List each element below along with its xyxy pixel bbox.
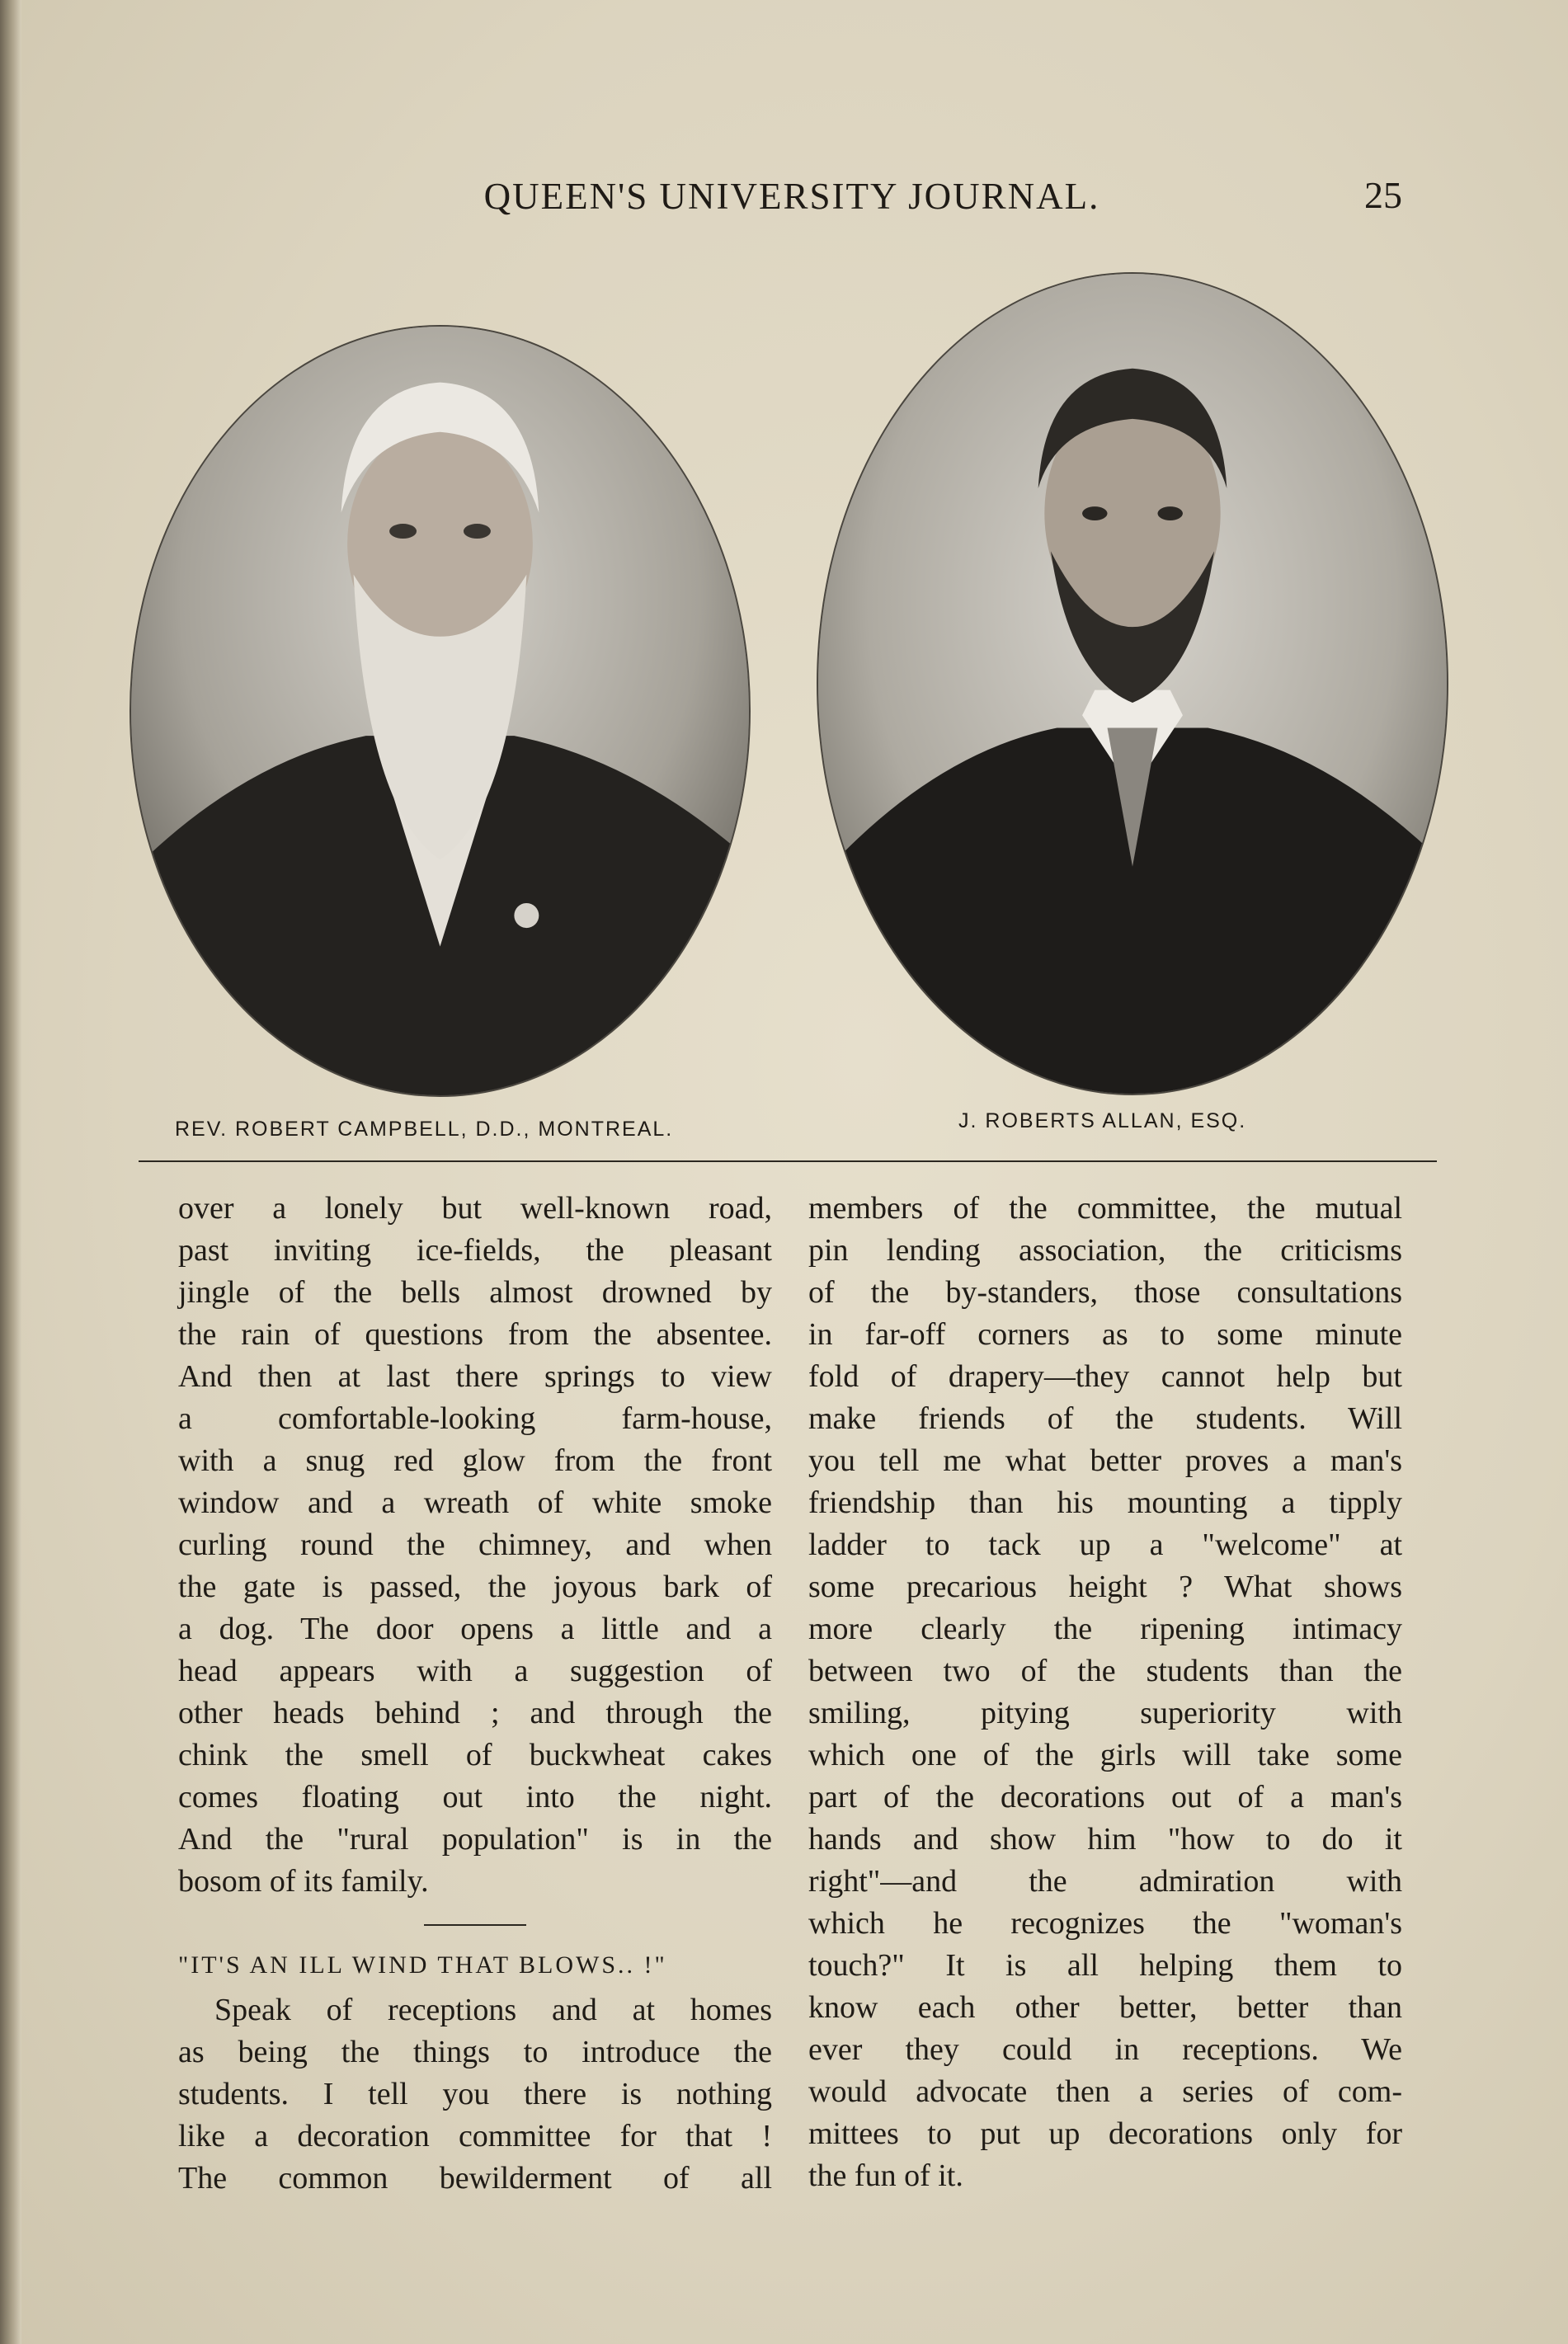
running-head: QUEEN'S UNIVERSITY JOURNAL. [483,176,1100,217]
text-line: which one of the girls will take some [808,1738,1402,1772]
section-heading: "IT'S AN ILL WIND THAT BLOWS.. !" [178,1951,667,1979]
text-line: as being the things to introduce the [178,2035,772,2069]
text-line: over a lonely but well-known road, [178,1191,772,1226]
portrait-allan [817,272,1448,1095]
text-line: window and a wreath of white smoke [178,1485,772,1520]
right-column [808,1188,1402,2197]
text-line: in far-off corners as to some minute [808,1317,1402,1352]
horizontal-rule [139,1160,1437,1162]
text-line: know each other better, better than [808,1990,1402,2025]
portrait-campbell-illustration [131,327,749,1095]
portrait-campbell [129,325,751,1097]
text-line: hands and show him "how to do it [808,1822,1402,1857]
text-line: smiling, pitying superiority with [808,1696,1402,1730]
left-column [178,1188,772,2200]
text-line: comes floating out into the night. [178,1780,772,1814]
text-line: The common bewilderment of all [178,2161,772,2196]
text-line: the rain of questions from the absentee. [178,1317,772,1352]
text-line: head appears with a suggestion of [178,1654,772,1688]
text-line: between two of the students than the [808,1654,1402,1688]
text-line: a comfortable-looking farm-house, [178,1401,772,1436]
portrait-allan-illustration [818,274,1447,1094]
text-line: And then at last there springs to view [178,1359,772,1394]
text-line: mittees to put up decorations only for [808,2116,1402,2151]
text-line: would advocate then a series of com- [808,2074,1402,2109]
text-line: pin lending association, the criticisms [808,1233,1402,1268]
page-number: 25 [1364,174,1402,216]
text-line: chink the smell of buckwheat cakes [178,1738,772,1772]
text-line: part of the decorations out of a man's [808,1780,1402,1814]
text-line: members of the committee, the mutual [808,1191,1402,1226]
text-line: some precarious height ? What shows [808,1570,1402,1604]
caption-allan: J. ROBERTS ALLAN, ESQ. [958,1109,1247,1132]
text-line: of the by-standers, those consultations [808,1275,1402,1310]
text-line: like a decoration committee for that ! [178,2119,772,2153]
text-line: with a snug red glow from the front [178,1443,772,1478]
section-divider [424,1924,526,1926]
text-line: more clearly the ripening intimacy [808,1612,1402,1646]
caption-campbell: REV. ROBERT CAMPBELL, D.D., MONTREAL. [175,1118,674,1141]
text-line: students. I tell you there is nothing [178,2077,772,2111]
text-line: curling round the chimney, and when [178,1527,772,1562]
text-line: other heads behind ; and through the [178,1696,772,1730]
text-line: jingle of the bells almost drowned by [178,1275,772,1310]
text-line: And the "rural population" is in the [178,1822,772,1857]
text-line: ever they could in receptions. We [808,2032,1402,2067]
text-line: which he recognizes the "woman's [808,1906,1402,1941]
text-line: make friends of the students. Will [808,1401,1402,1436]
text-line: ladder to tack up a "welcome" at [808,1527,1402,1562]
text-line: the fun of it. [808,2158,963,2193]
text-line: past inviting ice-fields, the pleasant [178,1233,772,1268]
text-line: Speak of receptions and at homes [214,1993,772,2027]
text-line: right"—and the admiration with [808,1864,1402,1899]
text-line: fold of drapery—they cannot help but [808,1359,1402,1394]
text-line: the gate is passed, the joyous bark of [178,1570,772,1604]
text-line: friendship than his mounting a tipply [808,1485,1402,1520]
text-line: touch?" It is all helping them to [808,1948,1402,1983]
text-line: bosom of its family. [178,1864,429,1899]
text-line: a dog. The door opens a little and a [178,1612,772,1646]
binding-gutter [0,0,21,2344]
text-line: you tell me what better proves a man's [808,1443,1402,1478]
